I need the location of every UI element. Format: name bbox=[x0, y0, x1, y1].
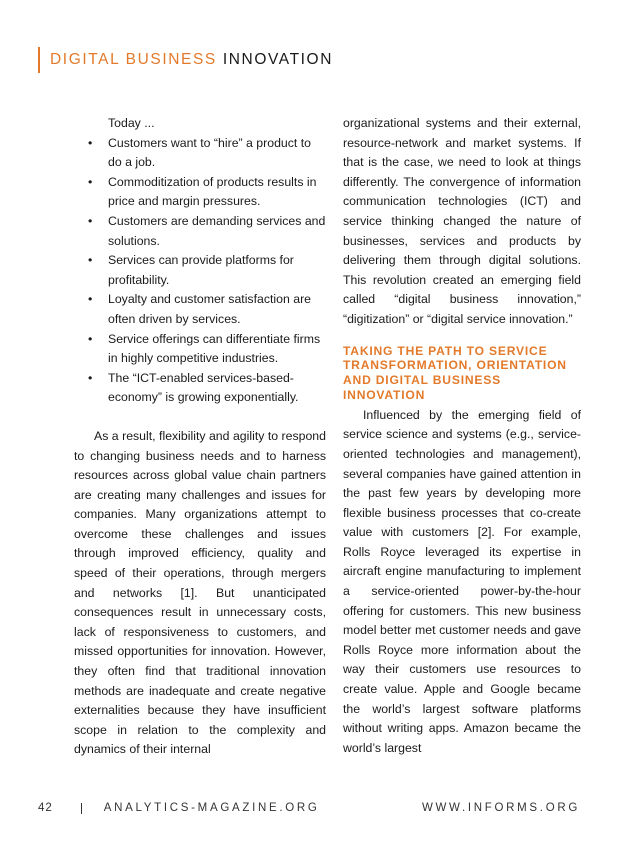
list-item: • Services can provide platforms for profitability. bbox=[88, 253, 294, 287]
list-item: • Service offerings can differentiate firms in highly competitive industries. bbox=[88, 331, 321, 366]
footer-left bbox=[38, 802, 320, 814]
publisher-url[interactable]: WWW.INFORMS.ORG bbox=[421, 802, 580, 814]
section-title-rest: INNOVATION bbox=[222, 51, 334, 68]
bullet-icon: • bbox=[88, 135, 93, 150]
page-number: 42 bbox=[38, 802, 53, 814]
body-paragraph: Influenced by the emerging field of service science and systems (e.g., service-oriented technologies and management), several companies have gained attention in the past few years by developing more flexible business processes that co-create value with customers [2]. For example, Rolls Royce leveraged its expertise in aircraft engine manufacturing to implement a service-oriented power-by-the-hour offering for customers. This new business model better met customer needs and gave Rolls Royce more information about the way their customers use resources to create value. Apple and Google became the world’s largest software platforms without writing apps. Amazon became the world’s largest bbox=[343, 407, 581, 755]
section-header bbox=[38, 47, 333, 73]
bullet-icon: • bbox=[88, 370, 93, 385]
magazine-url[interactable]: ANALYTICS-MAGAZINE.ORG bbox=[103, 802, 320, 814]
bullet-icon: • bbox=[88, 213, 93, 228]
section-subheading: TAKING THE PATH TO SERVICE TRANSFORMATION, ORIENTATION AND DIGITAL BUSINESS INNOVATION bbox=[343, 343, 567, 402]
list-item: • Customers are demanding services and solutions. bbox=[88, 213, 326, 248]
body-paragraph: As a result, flexibility and agility to respond to changing business needs and to harness resources across global value chain partners are creating many challenges and issues for companies. Many organizations attempt to overcome these challenges and issues through improved efficiency, quality and speed of their operations, through mergers and networks [1]. But unanticipated consequences result in unnecessary costs, lack of responsiveness to customers, and missed opportunities for innovation. However, they often find that traditional innovation methods are inadequate and create negative externalities because they have insufficient scope in relation to the complexity and dynamics of their internal bbox=[74, 428, 326, 757]
list-item: • The “ICT-enabled services-based-economy” is growing exponentially. bbox=[88, 370, 299, 405]
continuation-paragraph: organizational systems and their external, resource-network and market systems. If that is the case, we need to look at things differently. The convergence of information communication technologies (ICT) and service thinking changed the nature of businesses, services and products by delivering them through digital solutions. This revolution created an emerging field called “digital business innovation,” “digitization” or “digital service innovation.” bbox=[343, 116, 581, 326]
list-item: • Loyalty and customer satisfaction are often driven by services. bbox=[88, 292, 312, 326]
bullet-icon: • bbox=[88, 331, 93, 346]
bullet-icon: • bbox=[88, 174, 93, 189]
left-column bbox=[74, 114, 326, 760]
bullet-list bbox=[88, 134, 326, 408]
list-item: • Customers want to “hire” a product to do a job. bbox=[88, 135, 311, 170]
section-title-accent: DIGITAL BUSINESS bbox=[50, 51, 217, 68]
bullet-icon: • bbox=[88, 253, 93, 268]
right-column bbox=[343, 114, 581, 758]
list-item: • Commoditization of products results in price and margin pressures. bbox=[88, 174, 317, 209]
bullet-icon: • bbox=[88, 292, 93, 307]
intro-text: Today ... bbox=[108, 116, 155, 130]
footer-divider bbox=[81, 803, 82, 814]
